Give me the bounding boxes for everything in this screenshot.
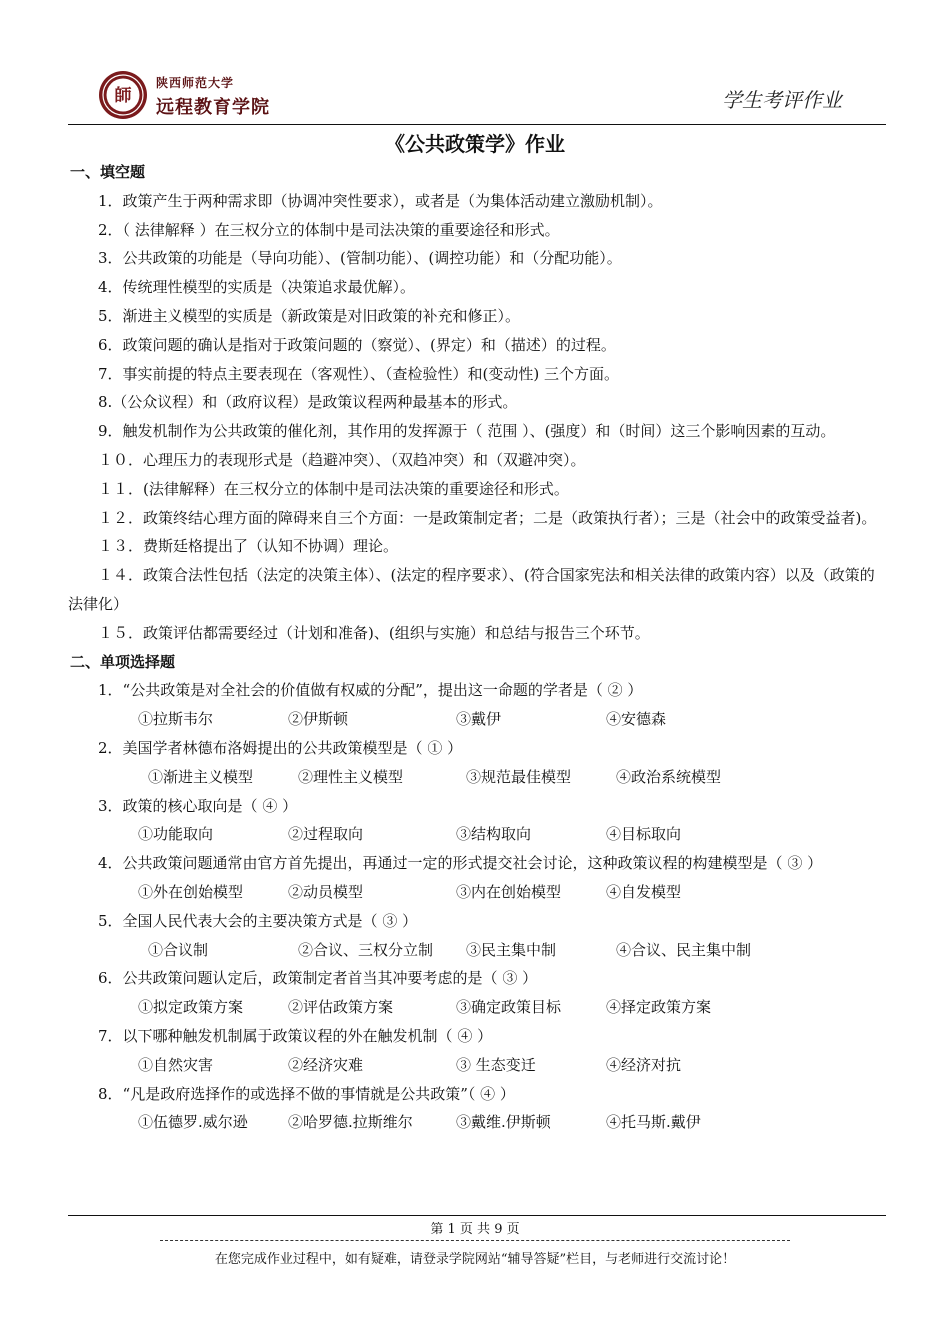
footer-dashed-divider [160, 1240, 790, 1241]
document-title: 《公共政策学》作业 [385, 132, 565, 156]
option: ②理性主义模型 [298, 767, 404, 786]
option: ②评估政策方案 [288, 998, 394, 1017]
fill-blank-item: １０．心理压力的表现形式是（趋避冲突）、（双趋冲突）和（双避冲突）。 [98, 450, 586, 469]
option: ③ 生态变迁 [456, 1055, 536, 1074]
question-text: 4．公共政策问题通常由官方首先提出，再通过一定的形式提交社会讨论，这种政策议程的构建模型是（ ③ ） [98, 854, 823, 873]
section-fill-blank-title: 一、填空题 [70, 163, 146, 181]
page-header [68, 64, 886, 126]
footer-note: 在您完成作业过程中，如有疑难，请登录学院网站“辅导答疑”栏目，与老师进行交流讨论！ [214, 1252, 736, 1267]
fill-blank-item: 1．政策产生于两种需求即（协调冲突性要求），或者是（为集体活动建立激励机制）。 [98, 191, 663, 210]
option: ②伊斯顿 [288, 710, 349, 729]
option: ②经济灾难 [288, 1055, 364, 1074]
option: ①拟定政策方案 [138, 998, 244, 1017]
option: ①拉斯韦尔 [138, 710, 214, 729]
option: ④安德森 [606, 710, 667, 729]
fill-blank-item: １４．政策合法性包括（法定的决策主体）、(法定的程序要求）、(符合国家宪法和相关法律的政策内容）以及（政策的法律化） [68, 566, 875, 613]
option: ③规范最佳模型 [466, 767, 572, 786]
option: ④合议、民主集中制 [616, 940, 752, 959]
section-single-choice-title: 二、单项选择题 [70, 652, 176, 671]
option: ③确定政策目标 [456, 998, 562, 1017]
fill-blank-item: １２．政策终结心理方面的障碍来自三个方面：一是政策制定者；二是（政策执行者）；三是（社会中的政策受益者)。 [98, 508, 877, 527]
fill-blank-item: 7．事实前提的特点主要表现在（客观性）、（查检验性）和(变动性) 三个方面。 [98, 364, 620, 383]
question-text: 5．全国人民代表大会的主要决策方式是（ ③ ） [98, 911, 418, 930]
fill-blank-item: 8.（公众议程）和（政府议程）是政策议程两种最基本的形式。 [98, 393, 518, 412]
header-divider [68, 124, 886, 125]
fill-blank-item: 2．（ 法律解释 ）在三权分立的体制中是司法决策的重要途径和形式。 [98, 220, 560, 239]
option: ③戴伊 [456, 710, 502, 729]
fill-blank-item: 5．渐进主义模型的实质是（新政策是对旧政策的补充和修正）。 [98, 306, 521, 325]
option: ③民主集中制 [466, 940, 557, 959]
option: ②动员模型 [288, 882, 364, 901]
option: ②哈罗德.拉斯维尔 [288, 1113, 413, 1132]
option: ④自发模型 [606, 882, 682, 901]
document-body [68, 158, 886, 1137]
fill-blank-item: 3．公共政策的功能是（导向功能）、(管制功能）、(调控功能）和（分配功能）。 [98, 249, 622, 268]
question-text: 7．以下哪种触发机制属于政策议程的外在触发机制（ ④ ） [98, 1026, 493, 1045]
page-number: 第 1 页 共 9 页 [430, 1222, 520, 1237]
question-options [68, 1108, 886, 1137]
university-name: 陕西师范大学 [156, 76, 235, 90]
option: ③戴维.伊斯顿 [456, 1113, 551, 1132]
option: ①功能取向 [138, 825, 214, 844]
question-text: 2．美国学者林德布洛姆提出的公共政策模型是（ ① ） [98, 738, 463, 757]
question-text: 6．公共政策问题认定后，政策制定者首当其冲要考虑的是（ ③ ） [98, 969, 538, 988]
footer-divider [68, 1215, 886, 1216]
option: ①伍德罗.威尔逊 [138, 1113, 248, 1132]
question-text: 8．“凡是政府选择作的或选择不做的事情就是公共政策”（ ④ ） [98, 1084, 515, 1103]
option: ①自然灾害 [138, 1055, 214, 1074]
school-name: 远程教育学院 [156, 97, 270, 118]
single-choice-list [68, 676, 886, 1137]
fill-blank-list [68, 187, 886, 648]
option: ④目标取向 [606, 825, 682, 844]
fill-blank-item: １１．(法律解释）在三权分立的体制中是司法决策的重要途径和形式。 [98, 479, 569, 498]
fill-blank-item: 4．传统理性模型的实质是（决策追求最优解）。 [98, 278, 416, 297]
option: ①外在创始模型 [138, 882, 244, 901]
option: ②过程取向 [288, 825, 364, 844]
fill-blank-item: １５．政策评估都需要经过（计划和准备)、(组织与实施）和总结与报告三个环节。 [98, 623, 650, 642]
option: ④择定政策方案 [606, 998, 712, 1017]
option: ④政治系统模型 [616, 767, 722, 786]
option: ②合议、三权分立制 [298, 940, 434, 959]
university-seal-icon [98, 70, 148, 120]
option: ③结构取向 [456, 825, 532, 844]
option: ④托马斯.戴伊 [606, 1113, 701, 1132]
question-options [68, 936, 886, 965]
question-options [68, 1051, 886, 1080]
option: ③内在创始模型 [456, 882, 562, 901]
svg-text:師: 師 [114, 86, 132, 106]
question-options [68, 820, 886, 849]
question-options [68, 705, 886, 734]
fill-blank-item: １３．费斯廷格提出了（认知不协调）理论。 [98, 537, 399, 556]
option: ④经济对抗 [606, 1055, 682, 1074]
fill-blank-item: 6．政策问题的确认是指对于政策问题的（察觉）、(界定）和（描述）的过程。 [98, 335, 616, 354]
option: ①渐进主义模型 [148, 767, 254, 786]
option: ①合议制 [148, 940, 209, 959]
logo-text [156, 74, 270, 119]
question-options [68, 878, 886, 907]
question-text: 1．“公共政策是对全社会的价值做有权威的分配”，提出这一命题的学者是（ ② ） [98, 681, 643, 700]
question-options [68, 763, 886, 792]
question-text: 3．政策的核心取向是（ ④ ） [98, 796, 298, 815]
fill-blank-item: 9．触发机制作为公共政策的催化剂，其作用的发挥源于（ 范围 ）、(强度）和（时间）这三个影响因素的互动。 [98, 422, 836, 441]
question-options [68, 993, 886, 1022]
header-title: 学生考评作业 [722, 88, 842, 112]
